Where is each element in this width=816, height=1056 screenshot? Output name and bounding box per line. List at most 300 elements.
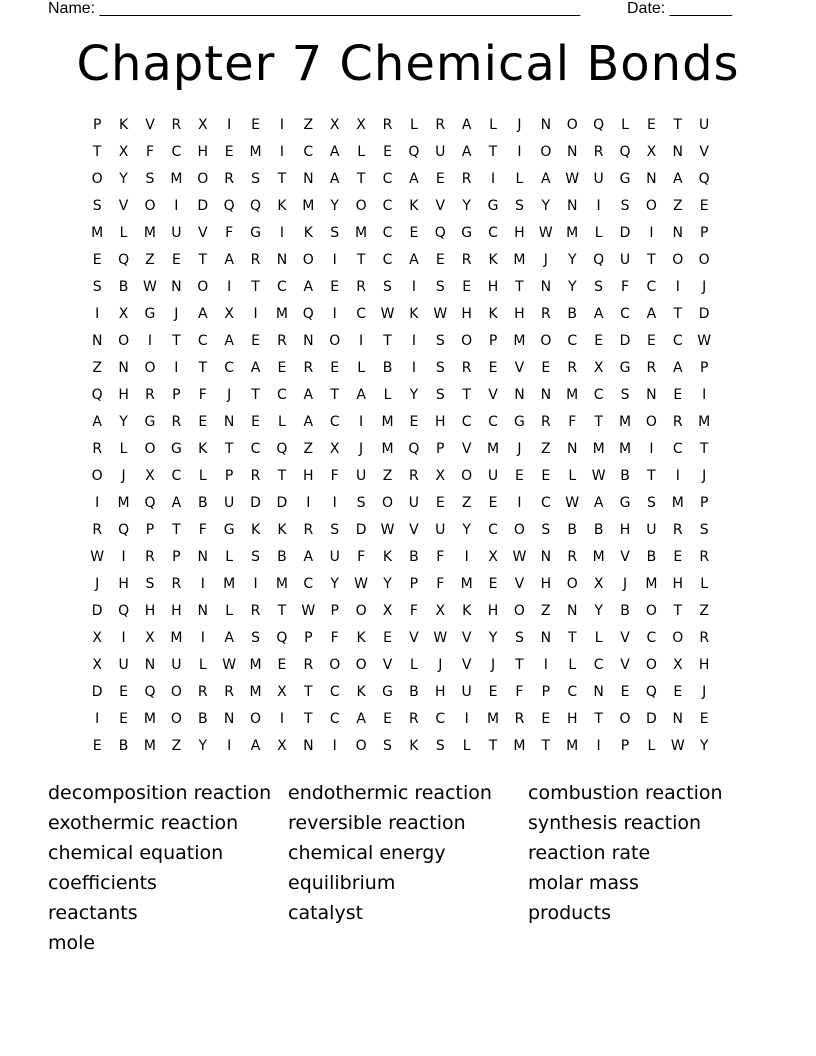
grid-letter: G <box>619 171 631 187</box>
grid-row <box>84 220 744 247</box>
grid-row <box>84 463 744 490</box>
grid-letter: U <box>487 468 499 484</box>
grid-letter: W <box>433 306 448 322</box>
grid-letter: R <box>92 522 103 538</box>
grid-letter: V <box>514 360 525 376</box>
grid-letter: R <box>514 711 525 727</box>
grid-letter: T <box>304 684 313 700</box>
grid-letter: O <box>513 603 525 619</box>
grid-letter: F <box>225 225 234 241</box>
grid-letter: T <box>277 171 287 187</box>
grid-letter: L <box>568 468 577 484</box>
word-bank-item: equilibrium <box>288 872 396 894</box>
grid-letter: L <box>515 171 524 187</box>
grid-letter: S <box>92 279 102 295</box>
grid-letter: Y <box>567 279 577 295</box>
grid-letter: D <box>698 306 710 322</box>
grid-letter: A <box>303 387 314 403</box>
grid-letter: O <box>118 333 130 349</box>
grid-letter: T <box>673 603 683 619</box>
grid-letter: E <box>198 414 208 430</box>
grid-letter: R <box>145 549 155 565</box>
grid-letter: X <box>145 630 155 646</box>
grid-letter: L <box>119 225 128 241</box>
grid-letter: S <box>356 495 366 511</box>
grid-letter: Z <box>145 252 155 268</box>
grid-letter: J <box>517 441 522 457</box>
grid-letter: T <box>594 414 603 430</box>
word-bank-item: reactants <box>48 902 138 924</box>
grid-letter: T <box>356 252 366 268</box>
grid-letter: X <box>118 144 129 160</box>
word-bank-item: synthesis reaction <box>528 812 702 834</box>
grid-letter: O <box>329 333 341 349</box>
grid-letter: N <box>672 144 684 160</box>
grid-letter: M <box>618 414 632 430</box>
grid-letter: Y <box>541 198 551 214</box>
grid-letter: U <box>461 684 472 700</box>
grid-letter: K <box>277 522 287 538</box>
grid-letter: J <box>359 441 364 457</box>
grid-letter: C <box>646 279 657 295</box>
grid-letter: A <box>673 360 683 376</box>
grid-letter: G <box>461 225 473 241</box>
grid-letter: V <box>145 117 155 133</box>
grid-letter: M <box>117 495 130 511</box>
grid-letter: I <box>411 279 416 295</box>
grid-letter: E <box>646 333 656 349</box>
grid-letter: M <box>618 441 632 457</box>
grid-letter: X <box>329 117 340 133</box>
grid-letter: I <box>121 549 126 565</box>
grid-letter: R <box>303 522 314 538</box>
grid-letter: O <box>355 738 367 754</box>
grid-letter: R <box>224 684 235 700</box>
grid-letter: B <box>197 495 208 511</box>
grid-letter: X <box>118 306 129 322</box>
grid-letter: U <box>329 549 340 565</box>
grid-letter: N <box>540 387 552 403</box>
grid-letter: N <box>303 333 314 349</box>
grid-letter: Q <box>408 144 420 160</box>
grid-letter: E <box>435 252 445 268</box>
grid-letter: J <box>702 684 707 700</box>
grid-letter: S <box>699 522 709 538</box>
grid-letter: R <box>197 684 208 700</box>
grid-letter: O <box>672 630 684 646</box>
grid-letter: X <box>672 657 683 673</box>
grid-letter: P <box>409 576 419 592</box>
grid-row <box>84 355 744 382</box>
grid-letter: J <box>227 387 232 403</box>
grid-letter: E <box>673 684 683 700</box>
grid-letter: N <box>540 630 552 646</box>
grid-letter: Q <box>302 306 314 322</box>
grid-letter: R <box>277 333 287 349</box>
grid-letter: I <box>279 144 284 160</box>
grid-letter: N <box>144 657 156 673</box>
grid-letter: U <box>593 171 604 187</box>
grid-letter: H <box>171 603 182 619</box>
grid-letter: K <box>356 630 366 646</box>
word-bank-item: products <box>528 902 611 924</box>
grid-letter: C <box>593 387 604 403</box>
grid-letter: B <box>593 522 604 538</box>
grid-letter: B <box>118 279 129 295</box>
grid-letter: Q <box>144 684 156 700</box>
grid-letter: Z <box>699 603 709 619</box>
grid-letter: I <box>675 279 680 295</box>
grid-letter: B <box>567 306 578 322</box>
grid-letter: X <box>646 144 657 160</box>
grid-letter: A <box>171 495 182 511</box>
grid-letter: Q <box>276 630 288 646</box>
grid-letter: R <box>699 549 710 565</box>
grid-letter: A <box>356 711 366 727</box>
grid-letter: L <box>225 603 234 619</box>
grid-row <box>84 571 744 598</box>
grid-letter: C <box>382 225 393 241</box>
grid-letter: Z <box>303 117 314 133</box>
grid-letter: U <box>171 657 182 673</box>
grid-letter: O <box>197 279 209 295</box>
grid-letter: I <box>332 306 337 322</box>
grid-letter: A <box>329 144 340 160</box>
grid-row <box>84 382 744 409</box>
grid-letter: M <box>275 306 288 322</box>
grid-letter: R <box>461 360 472 376</box>
grid-letter: B <box>409 684 419 700</box>
grid-letter: T <box>277 468 287 484</box>
grid-letter: J <box>702 468 707 484</box>
grid-letter: R <box>567 549 578 565</box>
grid-letter: E <box>92 252 102 268</box>
grid-letter: P <box>436 441 445 457</box>
grid-letter: H <box>514 306 525 322</box>
grid-letter: N <box>540 117 552 133</box>
grid-letter: G <box>514 414 525 430</box>
grid-letter: R <box>540 306 551 322</box>
grid-letter: S <box>435 333 445 349</box>
grid-letter: F <box>330 630 339 646</box>
grid-letter: N <box>672 225 684 241</box>
word-bank-item: combustion reaction <box>528 782 723 804</box>
grid-letter: K <box>277 198 287 214</box>
grid-letter: U <box>646 522 657 538</box>
grid-letter: R <box>593 144 604 160</box>
grid-letter: J <box>121 468 126 484</box>
name-line: Name: ______________________________________________________ <box>48 0 581 17</box>
grid-letter: K <box>488 252 498 268</box>
grid-letter: M <box>143 225 157 241</box>
grid-letter: T <box>198 252 208 268</box>
grid-letter: I <box>359 333 364 349</box>
grid-letter: M <box>566 738 579 754</box>
grid-letter: I <box>279 117 284 133</box>
grid-letter: W <box>697 333 712 349</box>
grid-letter: W <box>591 468 606 484</box>
grid-letter: E <box>330 279 340 295</box>
grid-letter: F <box>357 549 366 565</box>
page-title: Chapter 7 Chemical Bonds <box>76 36 740 92</box>
grid-letter: Z <box>672 198 683 214</box>
grid-letter: L <box>198 468 207 484</box>
grid-letter: T <box>251 387 260 403</box>
grid-letter: V <box>620 657 630 673</box>
grid-letter: C <box>303 576 314 592</box>
grid-row <box>84 625 744 652</box>
grid-letter: Q <box>276 441 288 457</box>
grid-letter: M <box>355 225 368 241</box>
grid-letter: S <box>515 630 524 646</box>
grid-letter: L <box>198 657 207 673</box>
grid-letter: X <box>593 360 604 376</box>
grid-letter: R <box>171 414 182 430</box>
grid-letter: T <box>92 144 102 160</box>
grid-letter: R <box>303 360 314 376</box>
grid-letter: C <box>488 414 498 430</box>
grid-letter: R <box>171 117 182 133</box>
grid-letter: A <box>303 414 314 430</box>
grid-letter: O <box>91 171 103 187</box>
grid-letter: O <box>329 657 341 673</box>
grid-letter: T <box>699 441 709 457</box>
grid-letter: S <box>251 630 260 646</box>
grid-letter: W <box>222 657 237 673</box>
grid-letter: B <box>382 360 393 376</box>
grid-letter: K <box>409 198 419 214</box>
grid-letter: E <box>594 333 604 349</box>
grid-letter: Q <box>91 387 103 403</box>
word-bank-item: reaction rate <box>528 842 651 864</box>
grid-letter: Q <box>698 171 710 187</box>
grid-letter: M <box>513 252 526 268</box>
grid-letter: S <box>145 171 155 187</box>
grid-letter: I <box>200 630 205 646</box>
grid-letter: F <box>330 468 339 484</box>
grid-letter: N <box>91 333 103 349</box>
grid-letter: E <box>383 144 392 160</box>
grid-letter: Y <box>462 522 471 538</box>
grid-letter: M <box>698 414 711 430</box>
grid-letter: Y <box>699 738 709 754</box>
grid-letter: U <box>355 468 367 484</box>
grid-letter: S <box>435 279 445 295</box>
grid-letter: M <box>249 144 262 160</box>
grid-letter: T <box>567 630 577 646</box>
grid-letter: K <box>198 441 208 457</box>
grid-letter: N <box>223 711 235 727</box>
grid-letter: M <box>249 684 262 700</box>
grid-letter: T <box>541 738 551 754</box>
grid-letter: E <box>646 117 656 133</box>
grid-letter: G <box>170 441 182 457</box>
grid-letter: I <box>306 495 311 511</box>
grid-letter: E <box>620 684 630 700</box>
grid-letter: R <box>224 171 235 187</box>
grid-letter: C <box>461 414 472 430</box>
grid-letter: Q <box>619 144 631 160</box>
grid-letter: M <box>645 576 658 592</box>
grid-letter: F <box>436 549 445 565</box>
grid-letter: C <box>593 657 604 673</box>
grid-letter: O <box>355 657 367 673</box>
grid-letter: A <box>461 144 472 160</box>
grid-letter: E <box>462 279 472 295</box>
grid-letter: N <box>540 549 552 565</box>
grid-letter: N <box>303 738 314 754</box>
grid-letter: X <box>435 468 446 484</box>
grid-letter: H <box>672 576 684 592</box>
grid-letter: S <box>594 279 604 295</box>
grid-letter: E <box>488 576 498 592</box>
grid-letter: I <box>675 468 680 484</box>
grid-letter: H <box>487 279 499 295</box>
grid-letter: M <box>460 576 473 592</box>
grid-letter: U <box>435 522 446 538</box>
grid-letter: N <box>672 711 684 727</box>
grid-letter: D <box>197 198 209 214</box>
grid-row <box>84 112 744 139</box>
grid-letter: E <box>383 630 392 646</box>
grid-letter: N <box>118 360 129 376</box>
grid-letter: R <box>567 360 578 376</box>
grid-letter: V <box>620 549 630 565</box>
grid-letter: S <box>541 522 551 538</box>
grid-letter: W <box>380 522 395 538</box>
grid-letter: L <box>568 657 577 673</box>
grid-letter: X <box>277 738 287 754</box>
grid-letter: C <box>250 441 261 457</box>
grid-letter: C <box>356 306 366 322</box>
grid-letter: P <box>699 495 709 511</box>
grid-letter: A <box>409 252 419 268</box>
grid-letter: M <box>170 630 183 646</box>
grid-letter: R <box>382 117 393 133</box>
word-bank-item: reversible reaction <box>288 812 466 834</box>
grid-letter: C <box>672 441 683 457</box>
grid-letter: E <box>515 468 524 484</box>
grid-letter: M <box>566 225 579 241</box>
grid-letter: G <box>619 495 631 511</box>
grid-letter: U <box>435 144 446 160</box>
grid-letter: C <box>329 414 340 430</box>
grid-letter: S <box>435 387 445 403</box>
grid-letter: C <box>435 711 446 727</box>
grid-letter: O <box>619 711 631 727</box>
grid-row <box>84 544 744 571</box>
grid-letter: C <box>197 333 208 349</box>
grid-letter: Z <box>541 441 551 457</box>
grid-letter: V <box>461 657 472 673</box>
grid-letter: C <box>567 333 578 349</box>
grid-letter: R <box>171 576 182 592</box>
grid-letter: K <box>462 603 472 619</box>
grid-letter: P <box>172 549 181 565</box>
grid-letter: U <box>224 495 235 511</box>
grid-row <box>84 517 744 544</box>
grid-letter: M <box>381 414 394 430</box>
grid-letter: I <box>332 738 337 754</box>
grid-letter: V <box>699 144 709 160</box>
grid-letter: C <box>171 144 182 160</box>
grid-letter: H <box>514 225 525 241</box>
grid-letter: L <box>409 657 418 673</box>
word-bank-item: exothermic reaction <box>48 812 239 834</box>
grid-letter: S <box>435 738 445 754</box>
grid-letter: F <box>198 522 207 538</box>
grid-letter: C <box>540 495 551 511</box>
grid-letter: Z <box>92 360 102 376</box>
grid-letter: N <box>566 144 578 160</box>
grid-letter: X <box>92 657 102 673</box>
grid-letter: I <box>517 144 522 160</box>
grid-letter: S <box>620 198 630 214</box>
grid-letter: Q <box>118 252 130 268</box>
grid-letter: V <box>488 387 498 403</box>
grid-letter: I <box>200 576 205 592</box>
grid-letter: I <box>279 225 284 241</box>
grid-letter: H <box>698 657 710 673</box>
grid-letter: K <box>382 549 393 565</box>
grid-letter: I <box>279 711 284 727</box>
grid-letter: I <box>227 117 232 133</box>
grid-letter: T <box>647 468 656 484</box>
grid-letter: G <box>382 684 393 700</box>
grid-letter: M <box>487 441 500 457</box>
grid-letter: K <box>303 225 313 241</box>
grid-letter: T <box>198 360 208 376</box>
word-bank <box>48 780 768 960</box>
grid-letter: X <box>224 306 234 322</box>
grid-letter: O <box>566 117 578 133</box>
grid-letter: T <box>172 522 181 538</box>
grid-row <box>84 166 744 193</box>
grid-letter: J <box>438 657 443 673</box>
grid-row <box>84 301 744 328</box>
grid-letter: L <box>409 117 418 133</box>
grid-letter: A <box>250 738 261 754</box>
word-search-grid <box>84 112 744 760</box>
grid-letter: D <box>646 711 657 727</box>
grid-letter: U <box>118 657 129 673</box>
grid-letter: N <box>646 387 657 403</box>
grid-letter: S <box>251 549 260 565</box>
grid-letter: R <box>699 630 710 646</box>
grid-row <box>84 247 744 274</box>
grid-letter: M <box>513 738 526 754</box>
grid-letter: Q <box>118 522 130 538</box>
grid-letter: Q <box>144 495 156 511</box>
grid-letter: G <box>144 414 156 430</box>
grid-letter: T <box>488 738 498 754</box>
grid-letter: S <box>515 198 524 214</box>
grid-letter: A <box>250 360 261 376</box>
grid-letter: W <box>538 225 553 241</box>
grid-letter: S <box>435 360 445 376</box>
grid-letter: I <box>332 495 337 511</box>
grid-letter: E <box>699 711 709 727</box>
grid-letter: A <box>593 495 604 511</box>
grid-letter: Z <box>382 468 393 484</box>
grid-letter: T <box>673 117 683 133</box>
grid-letter: M <box>91 225 104 241</box>
grid-letter: R <box>303 657 314 673</box>
grid-letter: X <box>382 603 393 619</box>
date-line: Date: _______ <box>627 0 732 17</box>
grid-letter: N <box>223 414 235 430</box>
grid-letter: T <box>383 333 392 349</box>
